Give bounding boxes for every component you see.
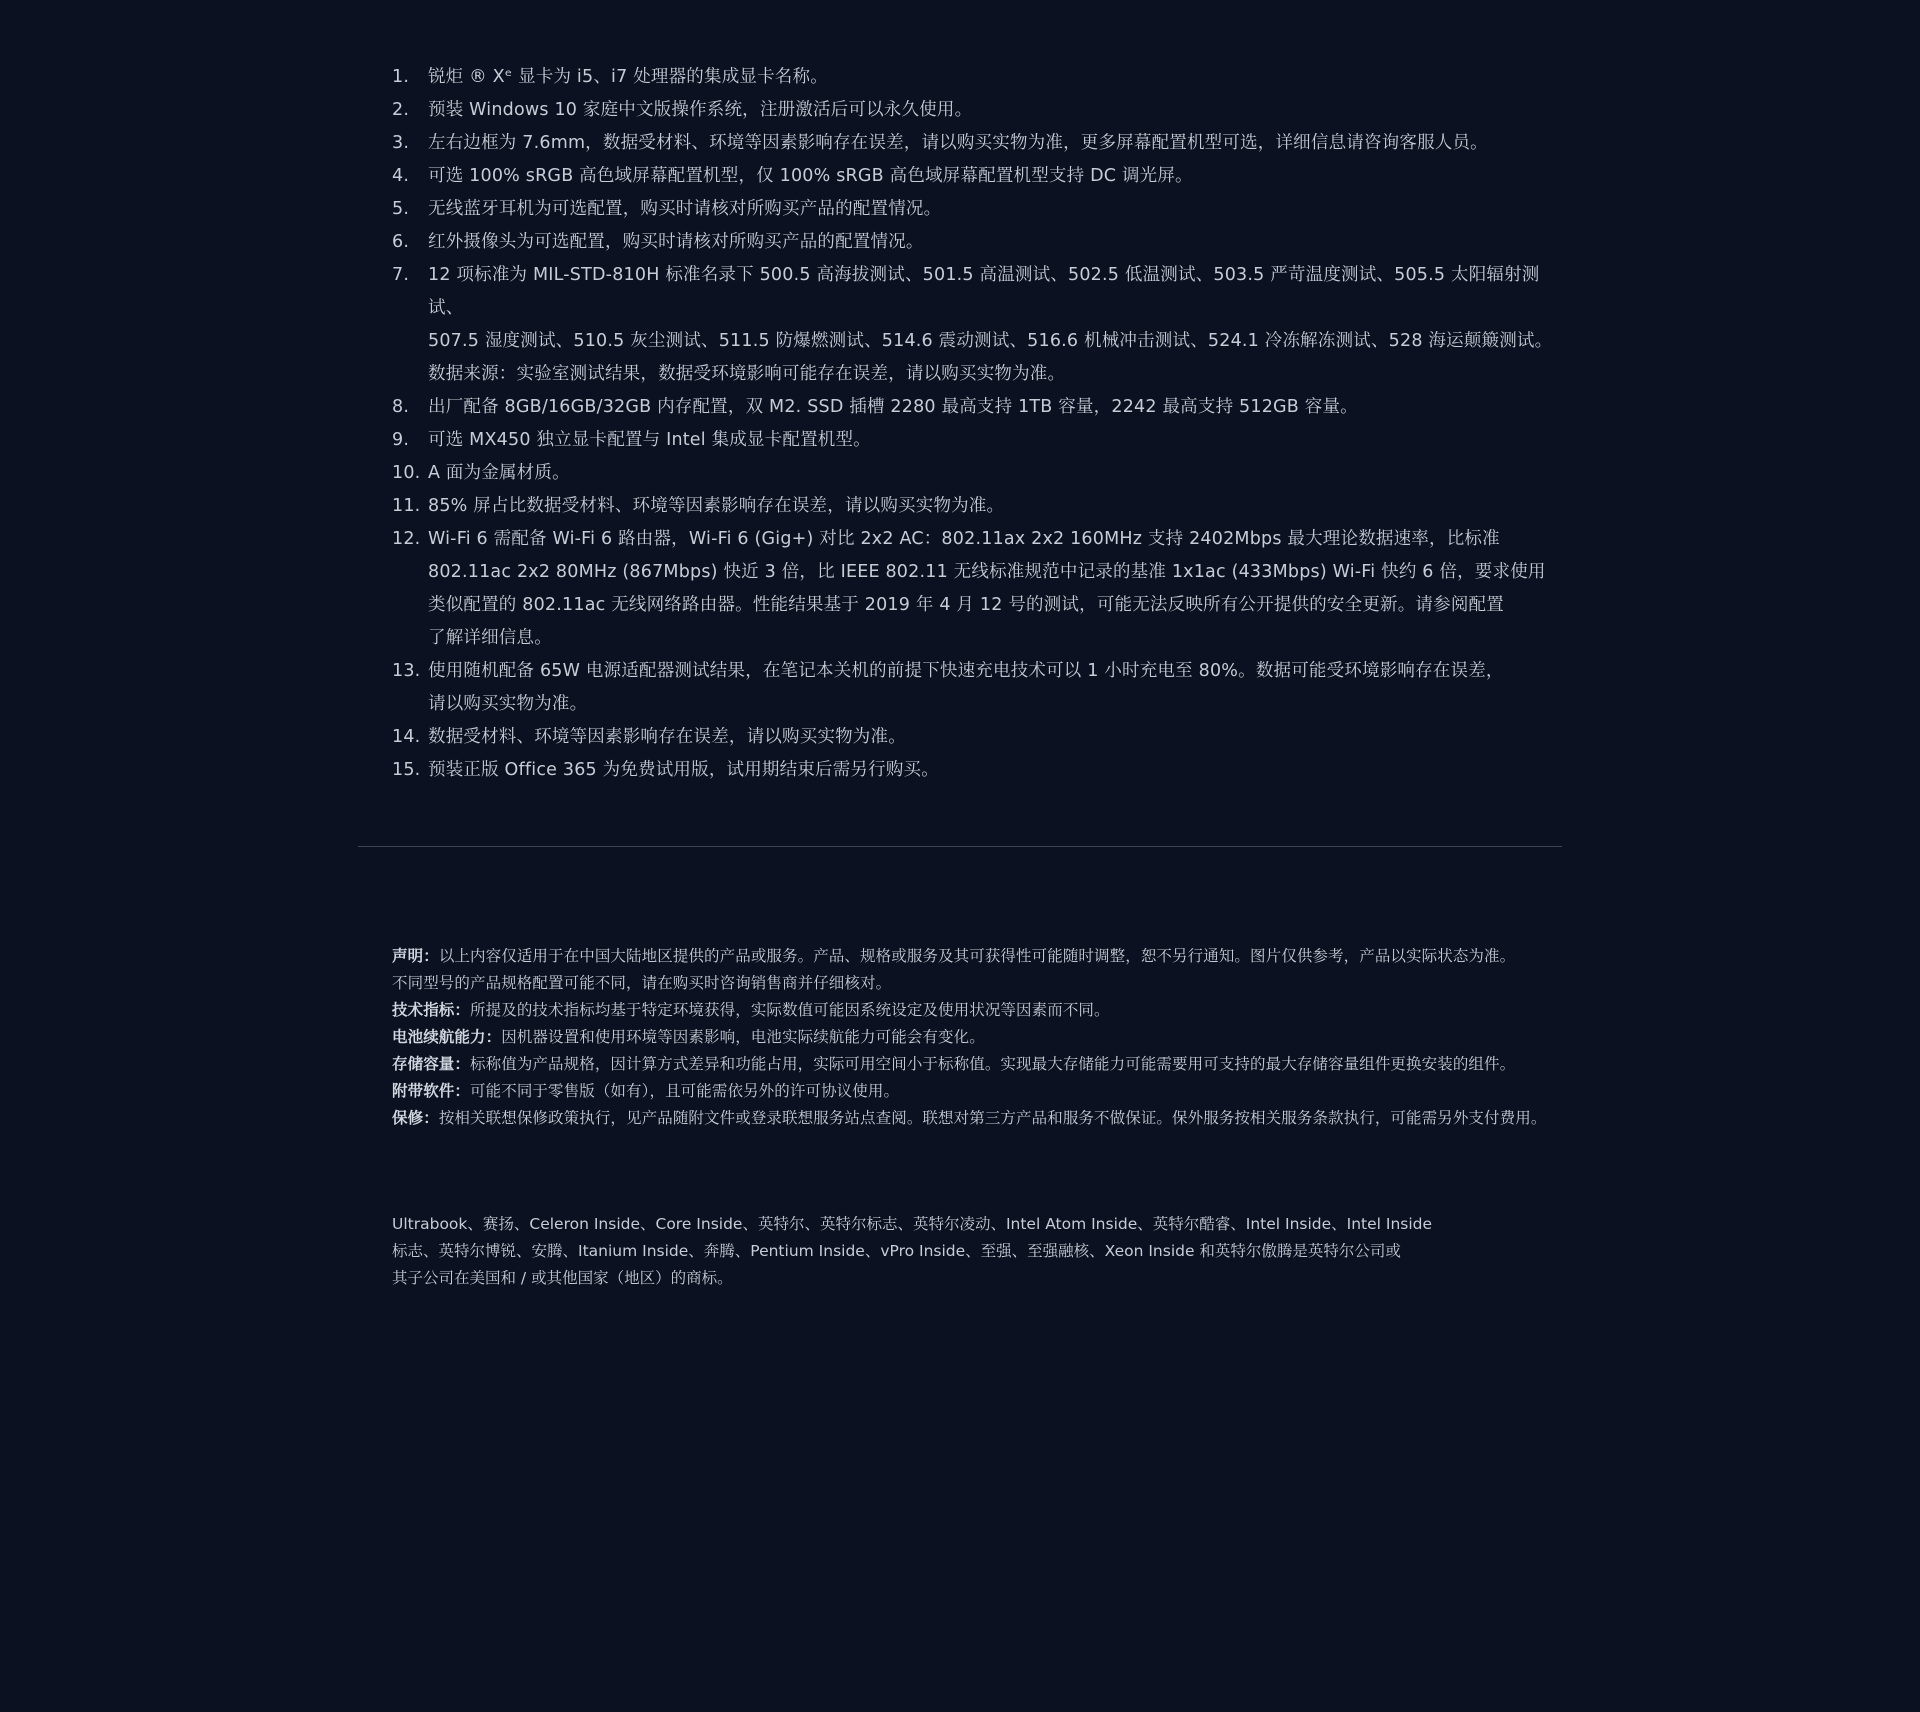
footnote-text: 可选 MX450 独立显卡配置与 Intel 集成显卡配置机型。	[428, 430, 871, 450]
footnote-text: 红外摄像头为可选配置，购买时请核对所购买产品的配置情况。	[428, 232, 924, 252]
footnote-number: 1.	[392, 67, 410, 87]
warranty-label: 保修：	[392, 1109, 439, 1127]
disclaimer-block	[392, 943, 1572, 1132]
footnote-item	[392, 655, 1567, 721]
statement-line	[392, 943, 1572, 970]
statement-label: 声明：	[392, 947, 439, 965]
footnote-number: 2.	[392, 100, 410, 120]
battery-line	[392, 1024, 1572, 1051]
software-text: 可能不同于零售版（如有），且可能需依另外的许可协议使用。	[470, 1082, 900, 1100]
footnote-number: 12.	[392, 529, 421, 549]
footnote-number: 6.	[392, 232, 410, 252]
footnote-text: A 面为金属材质。	[428, 463, 570, 483]
footnote-text: 数据受材料、环境等因素影响存在误差，请以购买实物为准。	[428, 727, 906, 747]
footnote-text: 可选 100% sRGB 高色域屏幕配置机型，仅 100% sRGB 高色域屏幕配置机型支持 DC 调光屏。	[428, 166, 1193, 186]
trademark-line: 其子公司在美国和 / 或其他国家（地区）的商标。	[392, 1269, 733, 1287]
warranty-line	[392, 1105, 1572, 1132]
footnote-text: 12 项标准为 MIL-STD-810H 标准名录下 500.5 高海拔测试、501.5 高温测试、502.5 低温测试、503.5 严苛温度测试、505.5 太阳辐射测试、 507.5 湿度测试、510.5 灰尘测试、511.5 防爆燃测试、514.6 震动测试、516.6 机械冲击测试、524.1 冷冻解冻测试、528 海运颠簸测试。 数据来源：实验室测试结果，数据受环境影响可能存在误差，请以购买实物为准。	[428, 265, 1553, 384]
footnote-number: 9.	[392, 430, 410, 450]
footnote-number: 15.	[392, 760, 421, 780]
trademark-line: 标志、英特尔博锐、安腾、Itanium Inside、奔腾、Pentium Inside、vPro Inside、至强、至强融核、Xeon Inside 和英特尔傲腾是英特尔公司或	[392, 1242, 1401, 1260]
footnote-number: 13.	[392, 661, 421, 681]
section-divider	[358, 846, 1562, 847]
footnote-item	[392, 160, 1567, 193]
footnote-text: 左右边框为 7.6mm，数据受材料、环境等因素影响存在误差，请以购买实物为准，更多屏幕配置机型可选，详细信息请咨询客服人员。	[428, 133, 1488, 153]
footnote-item	[392, 61, 1567, 94]
warranty-text: 按相关联想保修政策执行，见产品随附文件或登录联想服务站点查阅。联想对第三方产品和服务不做保证。保外服务按相关服务条款执行，可能需另外支付费用。	[438, 1109, 1547, 1127]
footnote-number: 3.	[392, 133, 410, 153]
statement-line-2: 不同型号的产品规格配置可能不同，请在购买时咨询销售商并仔细核对。	[392, 974, 892, 992]
footnote-text: 预装 Windows 10 家庭中文版操作系统，注册激活后可以永久使用。	[428, 100, 973, 120]
footnote-item	[392, 721, 1567, 754]
tech-spec-line	[392, 997, 1572, 1024]
footnotes-list	[392, 61, 1567, 787]
footnote-item	[392, 259, 1567, 391]
footnote-item	[392, 754, 1567, 787]
footnote-text: 出厂配备 8GB/16GB/32GB 内存配置，双 M2. SSD 插槽 2280 最高支持 1TB 容量，2242 最高支持 512GB 容量。	[428, 397, 1358, 417]
footnote-item	[392, 490, 1567, 523]
footnote-item	[392, 94, 1567, 127]
footnote-number: 4.	[392, 166, 410, 186]
statement-text: 以上内容仅适用于在中国大陆地区提供的产品或服务。产品、规格或服务及其可获得性可能随时调整，恕不另行通知。图片仅供参考，产品以实际状态为准。	[438, 947, 1516, 965]
storage-line	[392, 1051, 1572, 1078]
footnote-text: 85% 屏占比数据受材料、环境等因素影响存在误差，请以购买实物为准。	[428, 496, 1005, 516]
footnote-number: 11.	[392, 496, 421, 516]
footnote-item	[392, 424, 1567, 457]
storage-label: 存储容量：	[392, 1055, 471, 1073]
storage-text: 标称值为产品规格，因计算方式差异和功能占用，实际可用空间小于标称值。实现最大存储能力可能需要用可支持的最大存储容量组件更换安装的组件。	[470, 1055, 1516, 1073]
trademark-line: Ultrabook、赛扬、Celeron Inside、Core Inside、英特尔、英特尔标志、英特尔凌动、Intel Atom Inside、英特尔酷睿、Intel Inside、Intel Inside	[392, 1215, 1433, 1233]
footnote-number: 10.	[392, 463, 421, 483]
footnote-item	[392, 226, 1567, 259]
footnote-text: 使用随机配备 65W 电源适配器测试结果，在笔记本关机的前提下快速充电技术可以 1 小时充电至 80%。数据可能受环境影响存在误差， 请以购买实物为准。	[428, 661, 1504, 714]
battery-label: 电池续航能力：	[392, 1028, 502, 1046]
footnote-number: 5.	[392, 199, 410, 219]
footnote-text: 无线蓝牙耳机为可选配置，购买时请核对所购买产品的配置情况。	[428, 199, 942, 219]
software-label: 附带软件：	[392, 1082, 471, 1100]
footnote-item	[392, 127, 1567, 160]
footnote-number: 7.	[392, 265, 410, 285]
footnote-item	[392, 193, 1567, 226]
footnote-item	[392, 391, 1567, 424]
footnote-text: 锐炬 ® Xᵉ 显卡为 i5、i7 处理器的集成显卡名称。	[428, 67, 828, 87]
tech-spec-label: 技术指标：	[392, 1001, 471, 1019]
tech-spec-text: 所提及的技术指标均基于特定环境获得，实际数值可能因系统设定及使用状况等因素而不同。	[470, 1001, 1110, 1019]
footnote-text: Wi-Fi 6 需配备 Wi-Fi 6 路由器，Wi-Fi 6 (Gig+) 对比 2x2 AC：802.11ax 2x2 160MHz 支持 2402Mbps 最大理论数据速率，比标准 802.11ac 2x2 80MHz (867Mbps) 快近 3 倍，比 IEEE 802.11 无线标准规范中记录的基准 1x1ac (433Mbps) Wi-Fi 快约 6 倍，要求使用 类似配置的 802.11ac 无线网络路由器。性能结果基于 2019 年 4 月 12 号的测试，可能无法反映所有公开提供的安全更新。请参阅配置 了解详细信息。	[428, 529, 1546, 648]
footnote-number: 8.	[392, 397, 410, 417]
software-line	[392, 1078, 1572, 1105]
footnote-number: 14.	[392, 727, 421, 747]
trademark-notice	[392, 1211, 1542, 1292]
battery-text: 因机器设置和使用环境等因素影响，电池实际续航能力可能会有变化。	[501, 1028, 985, 1046]
footnote-text: 预装正版 Office 365 为免费试用版，试用期结束后需另行购买。	[428, 760, 939, 780]
footnote-item	[392, 523, 1567, 655]
footnote-item	[392, 457, 1567, 490]
